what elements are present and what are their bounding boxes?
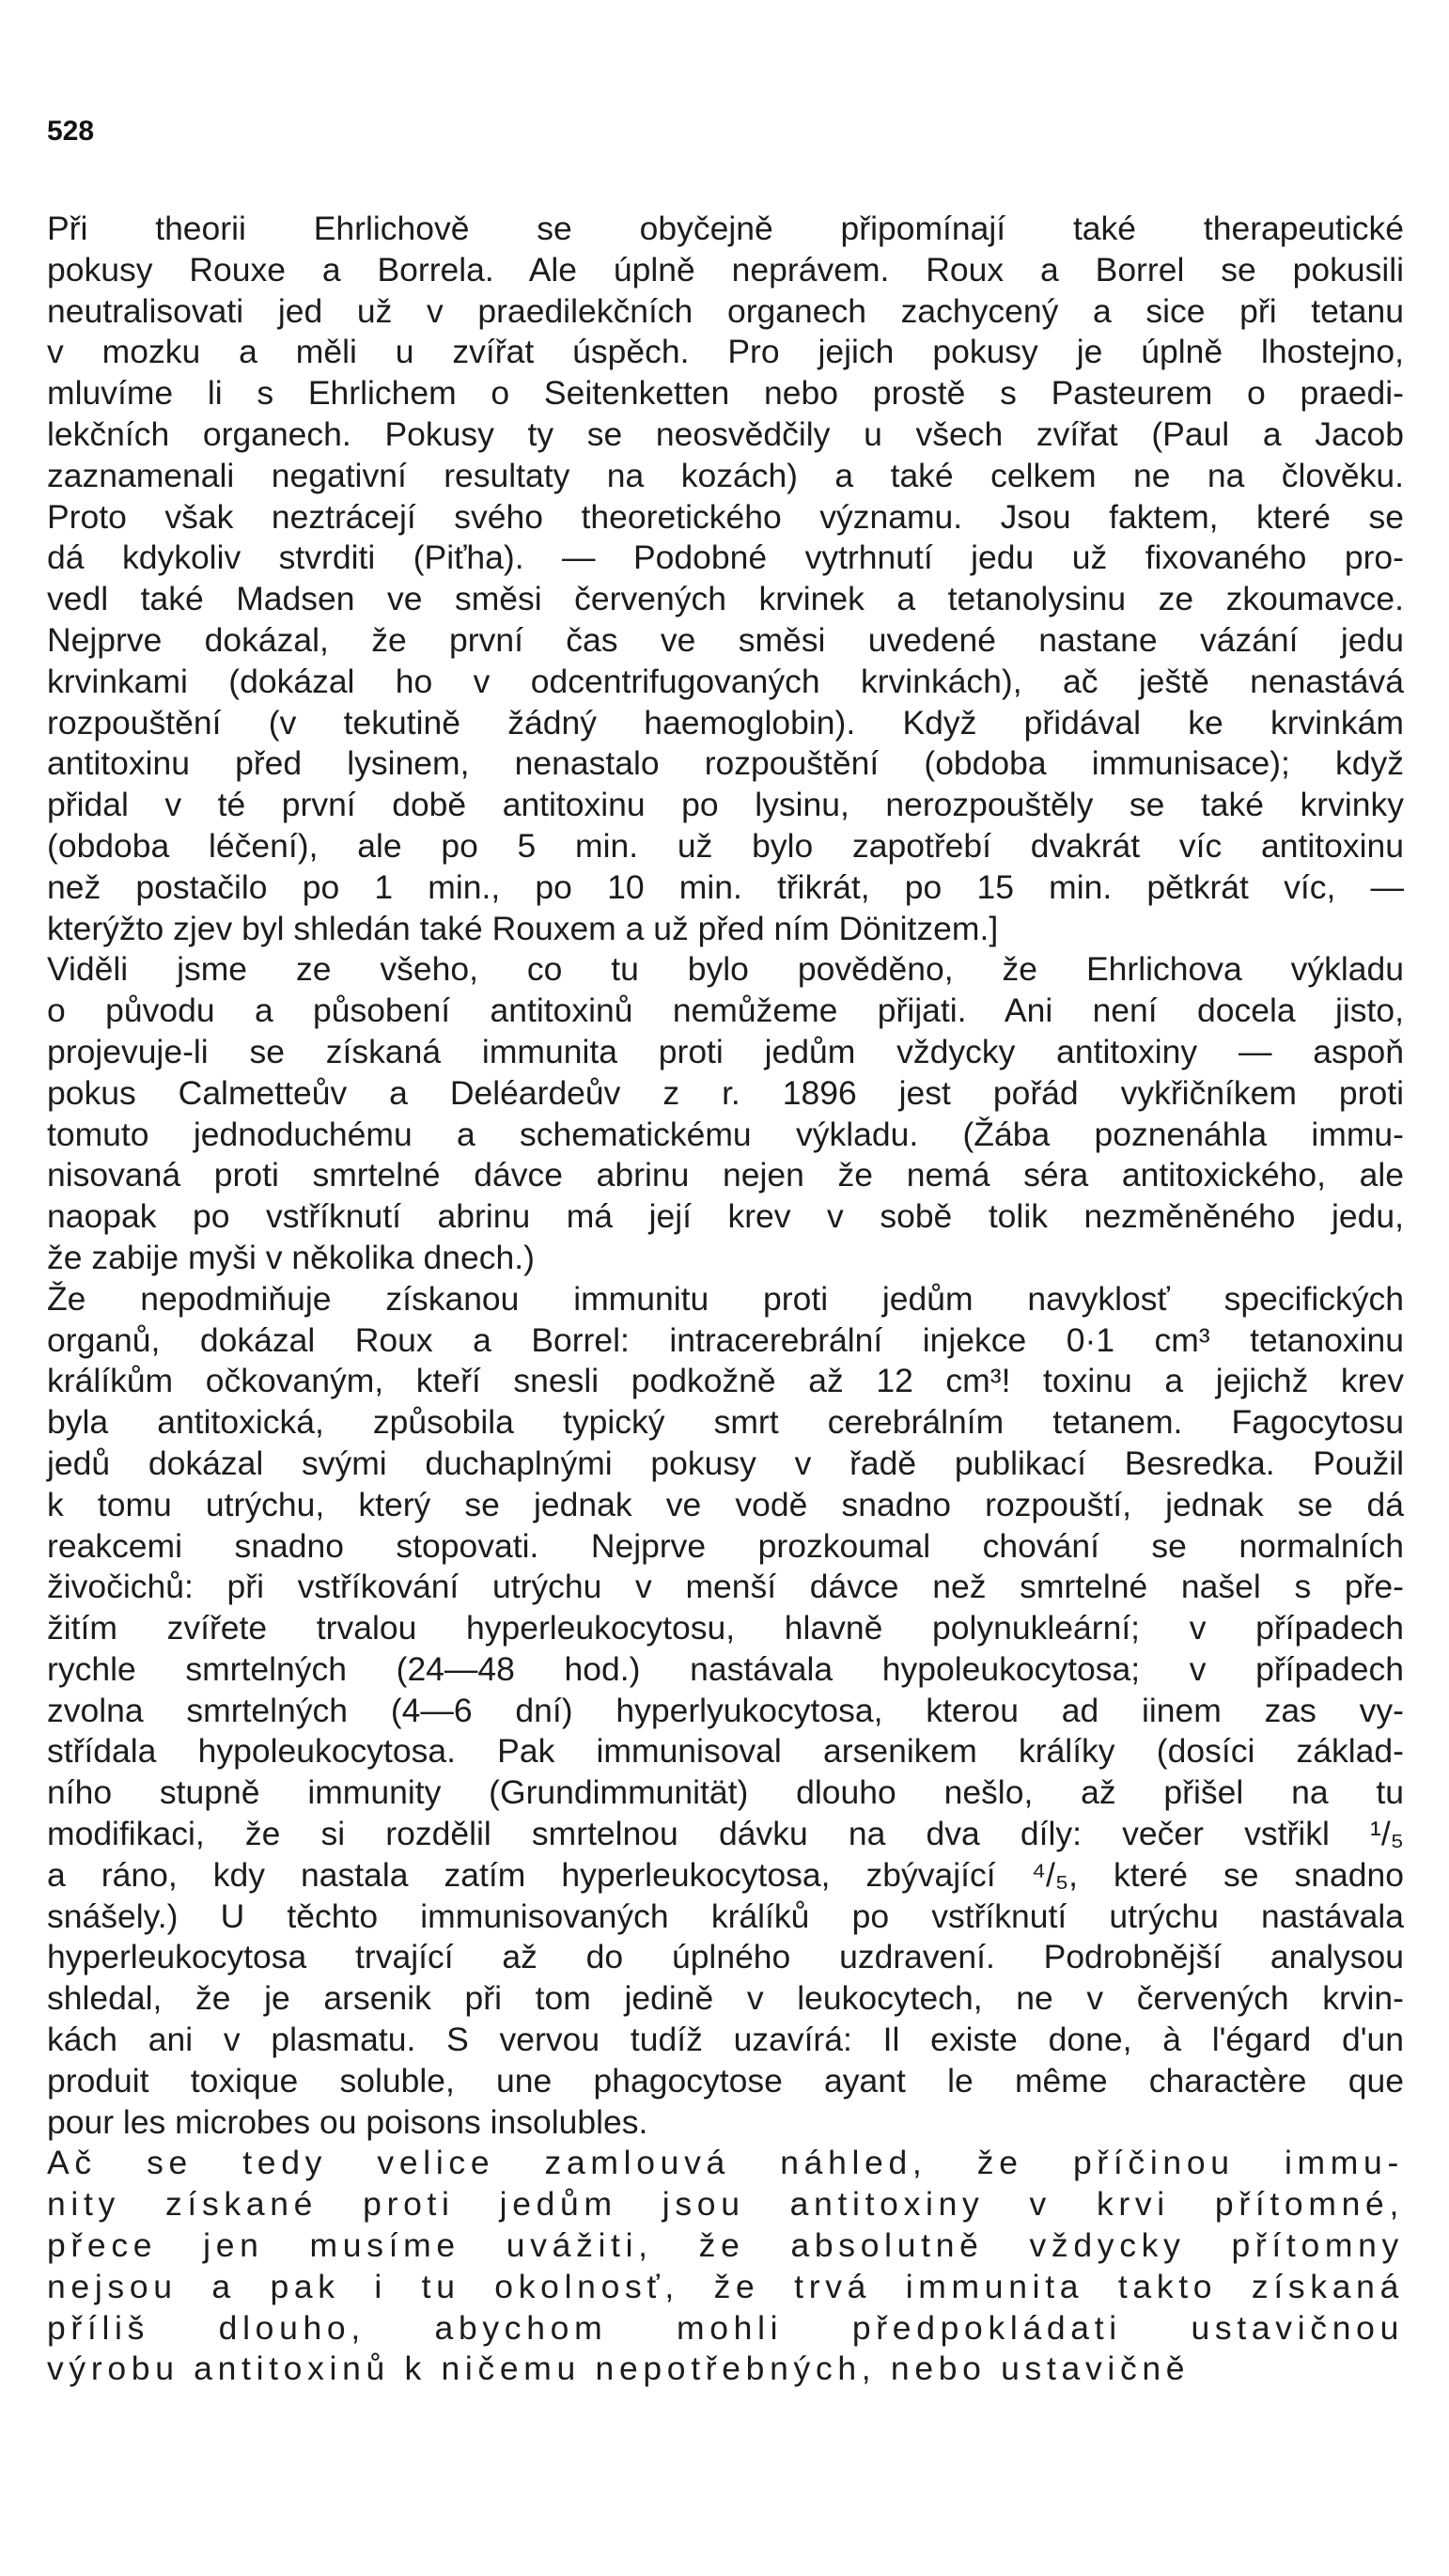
paragraph-organ-habituation [47,1279,1404,2144]
text-line: jedů dokázal svými duchaplnými pokusy v řadě publikací Besredka. Použil [47,1444,1404,1482]
text-line: pokusy Rouxe a Borrela. Ale úplně neprávem. Roux a Borrel se pokusili [47,250,1404,289]
text-line: že zabije myši v několika dnech.) [47,1238,535,1276]
text-line: ního stupně immunity (Grundimmunität) dlouho nešlo, až přišel na tu [47,1773,1404,1812]
text-line: modifikaci, že si rozdělil smrtelnou dávku na dva díly: večer vstřikl ¹/₅ [47,1815,1404,1853]
paragraph-antitoxin-origin [47,949,1404,1278]
text-line: Ač se tedy velice zamlouvá náhled, že příčinou immu- [47,2144,1404,2182]
text-line: a ráno, kdy nastala zatím hyperleukocytosa, zbývající ⁴/₅, které se snadno [47,1855,1404,1894]
text-line: pokus Calmetteův a Deléardeův z r. 1896 jest pořád vykřičníkem proti [47,1073,1404,1112]
text-line: produit toxique soluble, une phagocytose ayant le même charactère que [47,2061,1404,2100]
text-line: mluvíme li s Ehrlichem o Seitenketten nebo prostě s Pasteurem o praedi- [47,374,1404,413]
text-line: lekčních organech. Pokusy ty se neosvědčily u všech zvířat (Paul a Jacob [47,414,1404,453]
text-line: shledal, že je arsenik při tom jedině v leukocytech, ne v červených krvin- [47,1979,1404,2018]
text-line: reakcemi snadno stopovati. Nejprve prozkoumal chování se normalních [47,1526,1404,1565]
text-line: přidal v té první době antitoxinu po lysinu, nerozpouštěly se také krvinky [47,786,1404,824]
paragraph-ehrlich-therapy [47,209,1404,949]
text-line: Při theorii Ehrlichově se obyčejně připomínají také therapeutické [47,210,1404,247]
text-line: Nejprve dokázal, že první čas ve směsi uvedené nastane vázání jedu [47,620,1404,659]
text-line: k tomu utrýchu, který se jednak ve vodě snadno rozpouští, jednak se dá [47,1485,1404,1523]
text-line: Proto však neztrácejí svého theoretického významu. Jsou faktem, které se [47,497,1404,536]
text-line: antitoxinu před lysinem, nenastalo rozpouštění (obdoba immunisace); když [47,744,1404,783]
text-line: než postačilo po 1 min., po 10 min. třikrát, po 15 min. pětkrát víc, — [47,867,1404,906]
text-line: kterýžto zjev byl shledán také Rouxem a už před ním Dönitzem.] [47,909,999,947]
text-line: hyperleukocytosa trvající až do úplného uzdravení. Podrobnější analysou [47,1938,1404,1976]
text-line: vedl také Madsen ve směsi červených krvinek a tetanolysinu ze zkoumavce. [47,580,1404,618]
page-number: 528 [47,116,95,147]
text-line: zaznamenali negativní resultaty na kozách) a také celkem ne na člověku. [47,456,1404,494]
text-line: krvinkami (dokázal ho v odcentrifugovaných krvinkách), ač ještě nenastává [47,662,1404,700]
text-line: v mozku a měli u zvířat úspěch. Pro jejich pokusy je úplně lhostejno, [47,333,1404,371]
text-line: dá kdykoliv stvrditi (Piťha). — Podobné vytrhnutí jedu už fixovaného pro- [47,539,1404,577]
text-line: neutralisovati jed už v praedilekčních organech zachycený a sice při tetanu [47,291,1404,330]
text-line: Že nepodmiňuje získanou immunitu proti jedům navyklosť specifických [47,1279,1404,1318]
text-line: byla antitoxická, způsobila typický smrt cerebrálním tetanem. Fagocytosu [47,1403,1404,1442]
text-line: nity získané proti jedům jsou antitoxiny v krvi přítomné, [47,2185,1404,2224]
text-line: králíkům očkovaným, kteří snesli podkožně až 12 cm³! toxinu a jejichž krev [47,1362,1404,1400]
text-line: rozpouštění (v tekutině žádný haemoglobin). Když přidával ke krvinkám [47,703,1404,742]
text-line: (obdoba léčení), ale po 5 min. už bylo zapotřebí dvakrát víc antitoxinu [47,826,1404,865]
text-line: živočichů: při vstříkování utrýchu v menší dávce než smrtelné našel s pře- [47,1568,1404,1606]
text-line: o původu a působení antitoxinů nemůžeme přijati. Ani není docela jisto, [47,991,1404,1030]
text-line: naopak po vstříknutí abrinu má její krev v sobě tolik nezměněného jedu, [47,1197,1404,1236]
text-line: rychle smrtelných (24—48 hod.) nastávala hypoleukocytosa; v případech [47,1649,1404,1688]
text-line: tomuto jednoduchému a schematickému výkladu. (Žába poznenáhla immu- [47,1115,1404,1153]
text-line: projevuje-li se získaná immunita proti jedům vždycky antitoxiny — aspoň [47,1032,1404,1070]
text-line: výrobu antitoxinů k ničemu nepotřebných, nebo ustavičně [47,2350,1191,2388]
text-line: zvolna smrtelných (4—6 dní) hyperlyukocytosa, kterou ad iinem zas vy- [47,1691,1404,1729]
text-line: organů, dokázal Roux a Borrel: intracerebrální injekce 0·1 cm³ tetanoxinu [47,1320,1404,1359]
text-line: Viděli jsme ze všeho, co tu bylo pověděno, že Ehrlichova výkladu [47,950,1404,989]
text-line: nejsou a pak i tu okolnosť, že trvá immunita takto získaná [47,2267,1404,2305]
text-line: pour les microbes ou poisons insolubles. [47,2102,648,2141]
text-line: snášely.) U těchto immunisovaných králíků po vstříknutí utrýchu nastávala [47,1897,1404,1935]
text-line: kách ani v plasmatu. S vervou tudíž uzavírá: Il existe done, à l'égard d'un [47,2021,1404,2059]
text-line: přece jen musíme uvážiti, že absolutně vždycky přítomny [47,2226,1404,2265]
text-line: žitím zvířete trvalou hyperleukocytosu, hlavně polynukleární; v případech [47,1609,1404,1647]
paragraph-conclusion-spaced [47,2143,1404,2390]
text-line: nisovaná proti smrtelné dávce abrinu nejen že nemá séra antitoxického, ale [47,1156,1404,1194]
text-line: příliš dlouho, abychom mohli předpokládati ustavičnou [47,2308,1404,2347]
text-line: střídala hypoleukocytosa. Pak immunisoval arsenikem králíky (dosíci základ- [47,1732,1404,1771]
text-body [47,209,1404,2390]
